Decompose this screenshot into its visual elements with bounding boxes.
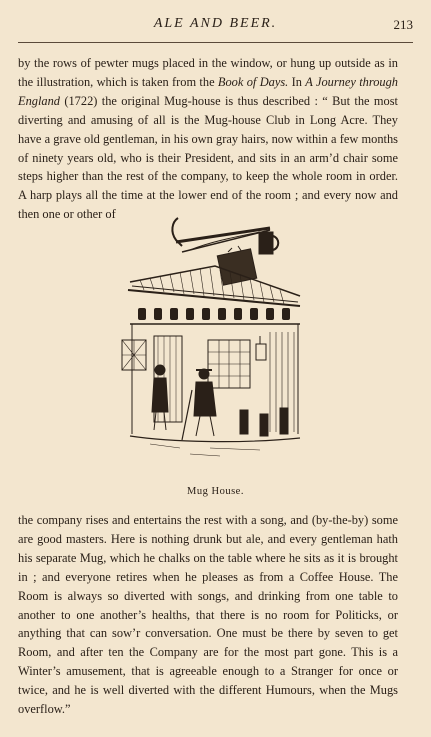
running-title: ALE AND BEER. [153, 16, 278, 31]
book-title-italic: Book of Days. [217, 74, 289, 89]
text-run: by the rows of pewter mugs placed in the window, or hung up outside as in the illustration, which is taken from the [18, 56, 398, 89]
paragraph-top [18, 54, 398, 224]
illustration-caption: Mug House. [187, 486, 244, 497]
text-run: (1722) the original Mug-house is thus described : “ But the most diverting and amusing of all is the Mug-house Club in Long Acre. They have a grave old gentleman, in his own gray hairs, now within a few months of ninety years old, who is their President, and sits in an arm’d chair some steps higher than the rest of the company, to keep the whole room in order. A harp plays all the time at the lower end of the room ; and every now and then one or other of [18, 93, 398, 222]
paragraph-bottom: the company rises and entertains the rest with a song, and (by-the-by) some are good masters. Here is nothing drunk but ale, and every gentleman hath his separate Mug, which he chalks on the table where he sits as it is brought in ; and everyone retires when he pleases as from a Coffee House. The Room is always so diverted with songs, and drinking from one table to another to one another’s healths, that there is no room for Politicks, or anything that can sow’r conversation. One must be there by seven to get Room, and after ten the Company are for the most part gone. This is a Winter’s amusement, that is agreeable enough to a Stranger for once or twice, and he is well diverted with the different Humours, when the Mugs overflow.” [18, 513, 398, 717]
book-title-italic: A Journey through England [18, 74, 398, 108]
page-header [16, 14, 415, 40]
header-rule [18, 42, 413, 43]
mug-house-engraving [120, 212, 310, 474]
text-run: In [288, 74, 306, 89]
page-number: 213 [393, 17, 413, 32]
